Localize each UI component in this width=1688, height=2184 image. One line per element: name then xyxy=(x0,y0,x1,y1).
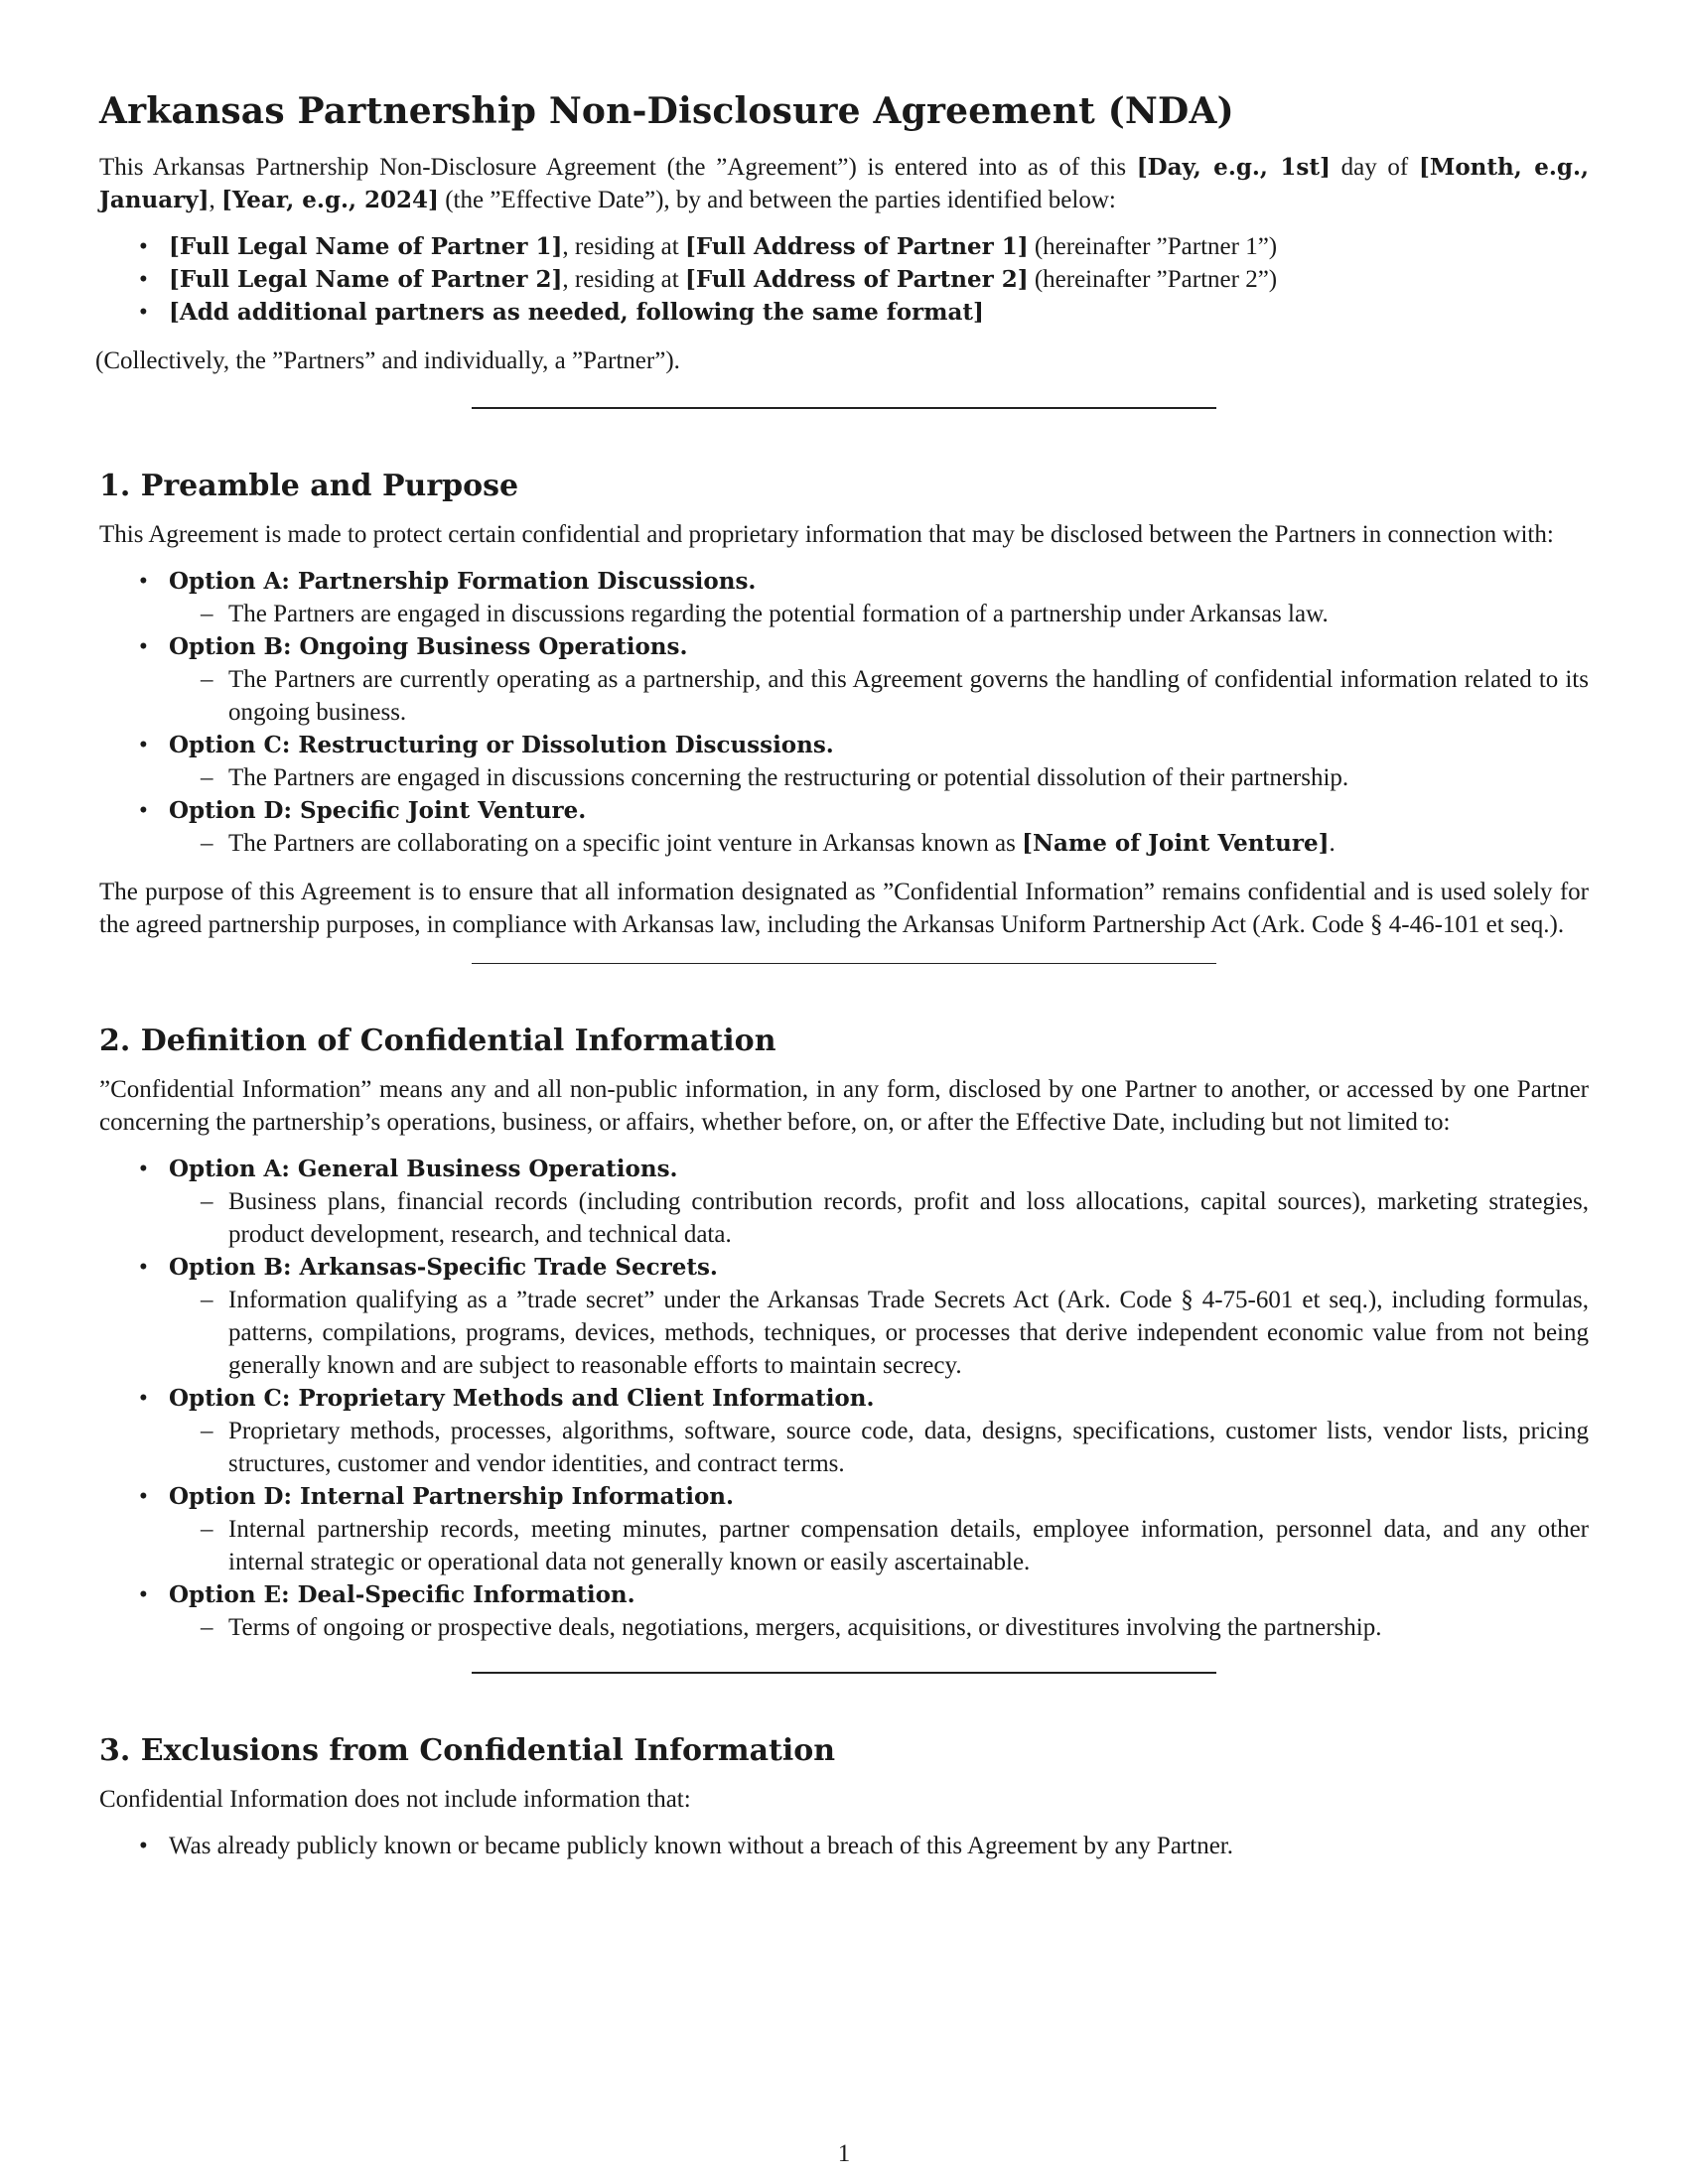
option-description: – Business plans, financial records (including contribution records, profit and loss allocations, capital sources), marketing strategies, product development, research, and technical data. xyxy=(169,1185,1589,1251)
section-heading: 2. Definition of Confidential Information xyxy=(99,1024,776,1058)
option-item xyxy=(99,630,1589,729)
option-description: – Proprietary methods, processes, algorithms, software, source code, data, designs, specifications, customer lists, vendor lists, pricing structures, customer and vendor identities, and contract terms. xyxy=(169,1415,1589,1480)
option-item xyxy=(99,1251,1589,1382)
document-title: Arkansas Partnership Non-Disclosure Agreement (NDA) xyxy=(99,90,1234,132)
day-placeholder: [Day, e.g., 1st] xyxy=(1136,154,1331,181)
option-item xyxy=(99,1382,1589,1480)
party-item xyxy=(99,296,1589,329)
collectively-paragraph: (Collectively, the ”Partners” and individually, a ”Partner”). xyxy=(95,347,680,374)
additional-partners-note: [Add additional partners as needed, following the same format] xyxy=(169,299,984,326)
option-title: Option A: General Business Operations. xyxy=(169,1156,678,1182)
option-item xyxy=(99,1578,1589,1644)
option-description xyxy=(169,827,1589,860)
section-divider xyxy=(472,407,1216,409)
intro-text: day of xyxy=(1330,154,1419,181)
partner-name: [Full Legal Name of Partner 1] xyxy=(169,233,563,260)
option-title: Option B: Ongoing Business Operations. xyxy=(169,633,688,660)
section-heading: 3. Exclusions from Confidential Information xyxy=(99,1733,836,1768)
partner-address: [Full Address of Partner 1] xyxy=(684,233,1029,260)
party-item xyxy=(99,263,1589,296)
option-description: – The Partners are engaged in discussions regarding the potential formation of a partnership under Arkansas law. xyxy=(169,598,1589,630)
exclusions-list xyxy=(99,1830,1589,1862)
option-title: Option B: Arkansas-Specific Trade Secrets. xyxy=(169,1254,718,1281)
option-title: Option C: Restructuring or Dissolution Discussions. xyxy=(169,732,834,758)
option-title: Option A: Partnership Formation Discussions. xyxy=(169,568,757,595)
partner-name: [Full Legal Name of Partner 2] xyxy=(169,266,563,293)
option-list xyxy=(99,1153,1589,1644)
option-description: – Internal partnership records, meeting minutes, partner compensation details, employee information, personnel data, and any other internal strategic or operational data not generally known or easily ascertainable. xyxy=(169,1513,1589,1578)
parties-list xyxy=(99,230,1589,329)
option-item xyxy=(99,1480,1589,1578)
partner-address: [Full Address of Partner 2] xyxy=(684,266,1029,293)
joint-venture-placeholder: [Name of Joint Venture] xyxy=(1022,830,1330,857)
option-description: – The Partners are engaged in discussions concerning the restructuring or potential dissolution of their partnership. xyxy=(169,761,1589,794)
option-item xyxy=(99,729,1589,794)
intro-text: , xyxy=(209,187,221,213)
party-item xyxy=(99,230,1589,263)
option-description: – Terms of ongoing or prospective deals, negotiations, mergers, acquisitions, or divestitures involving the partnership. xyxy=(169,1611,1589,1644)
option-title: Option D: Specific Joint Venture. xyxy=(169,797,587,824)
page-number: 1 xyxy=(837,2140,851,2167)
option-description: – Information qualifying as a ”trade secret” under the Arkansas Trade Secrets Act (Ark. Code § 4-75-601 et seq.), including formulas, patterns, compilations, programs, devices, methods, techniques, or processes that derive independent economic value from not being generally known and are subject to reasonable efforts to maintain secrecy. xyxy=(169,1284,1589,1382)
option-list xyxy=(99,565,1589,860)
option-text: The Partners are collaborating on a specific joint venture in Arkansas known as xyxy=(228,830,1023,857)
section-closing: The purpose of this Agreement is to ensure that all information designated as ”Confidential Information” remains confidential and is used solely for the agreed partnership purposes, in compliance with Arkansas law, including the Arkansas Uniform Partnership Act (Ark. Code § 4-46-101 et seq.). xyxy=(99,879,1589,938)
document-page xyxy=(95,87,1589,1878)
party-text: (hereinafter ”Partner 2”) xyxy=(1028,266,1278,293)
option-description: – The Partners are currently operating as a partnership, and this Agreement governs the handling of confidential information related to its ongoing business. xyxy=(169,663,1589,729)
section-divider xyxy=(472,1672,1216,1674)
section-heading: 1. Preamble and Purpose xyxy=(99,469,519,503)
intro-text: (the ”Effective Date”), by and between the parties identified below: xyxy=(438,187,1116,213)
option-item xyxy=(99,794,1589,860)
section-divider xyxy=(472,963,1216,964)
option-item xyxy=(99,565,1589,630)
option-item xyxy=(99,1153,1589,1251)
party-text: , residing at xyxy=(562,266,685,293)
option-title: Option E: Deal-Specific Information. xyxy=(169,1581,635,1608)
month-placeholder: [Month, e.g., January] xyxy=(99,154,1589,213)
exclusion-item: • Was already publicly known or became publicly known without a breach of this Agreement by any Partner. xyxy=(99,1830,1589,1862)
year-placeholder: [Year, e.g., 2024] xyxy=(221,187,439,213)
section-intro: Confidential Information does not include information that: xyxy=(99,1786,691,1813)
section-intro: ”Confidential Information” means any and all non-public information, in any form, disclosed by one Partner to another, or accessed by one Partner concerning the partnership’s operations, business, or affairs, whether before, on, or after the Effective Date, including but not limited to: xyxy=(99,1076,1589,1136)
option-title: Option C: Proprietary Methods and Client Information. xyxy=(169,1385,875,1412)
intro-paragraph xyxy=(99,151,1589,216)
party-text: (hereinafter ”Partner 1”) xyxy=(1028,233,1278,260)
option-title: Option D: Internal Partnership Information. xyxy=(169,1483,735,1510)
party-text: , residing at xyxy=(562,233,685,260)
section-intro: This Agreement is made to protect certain confidential and proprietary information that may be disclosed between the Partners in connection with: xyxy=(99,521,1554,548)
option-text: . xyxy=(1329,830,1336,857)
intro-text: This Arkansas Partnership Non-Disclosure Agreement (the ”Agreement”) is entered into as of this xyxy=(99,154,1137,181)
